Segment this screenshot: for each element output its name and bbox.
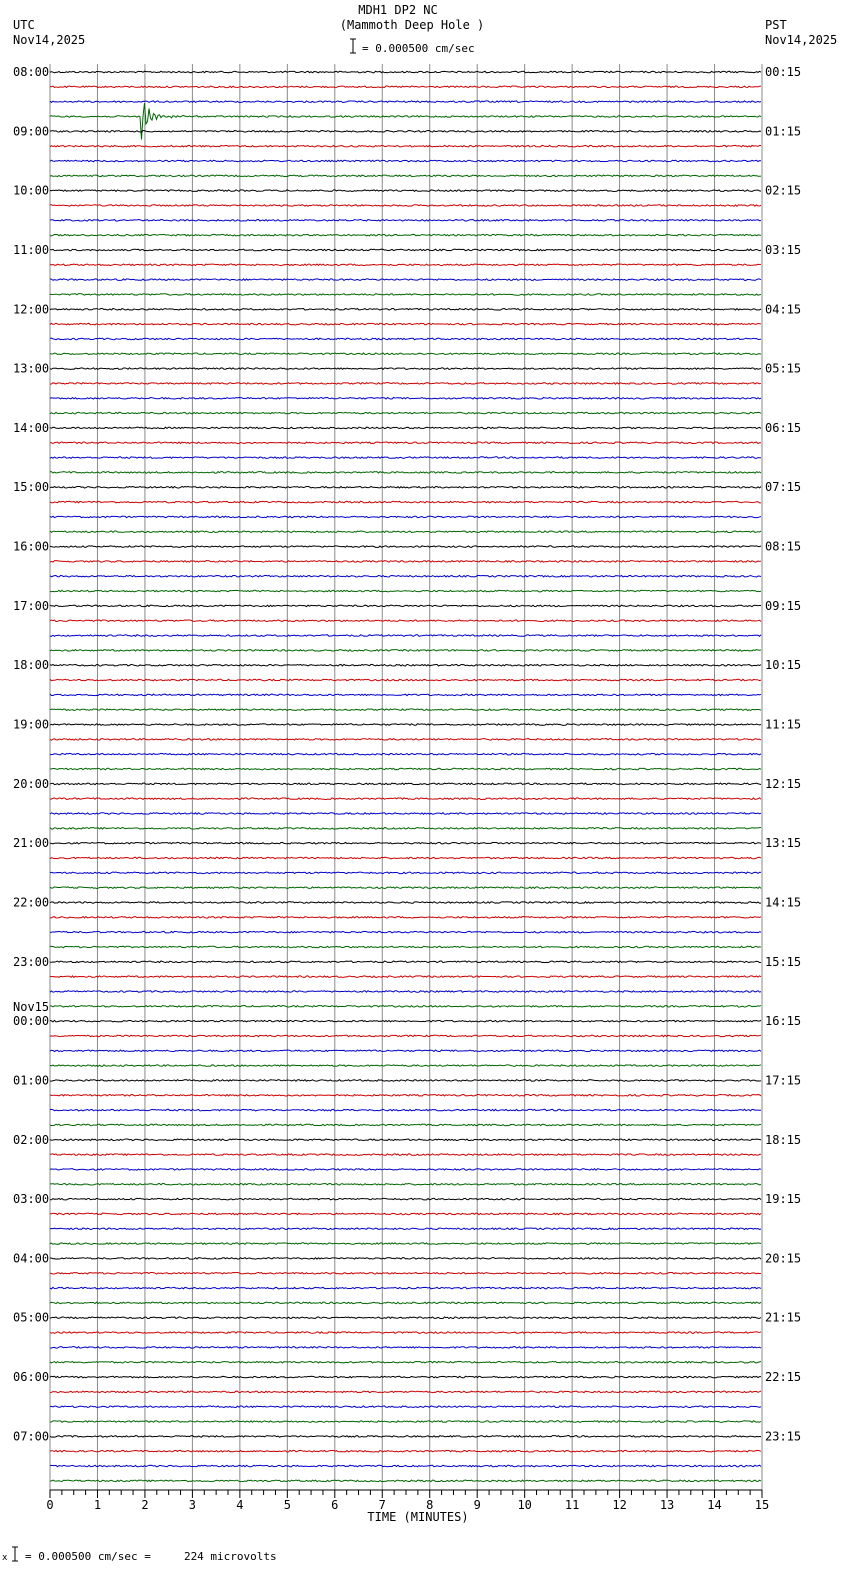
x-tick-label: 6: [331, 1498, 339, 1512]
trace-line: [50, 1243, 761, 1245]
trace-line: [50, 190, 761, 192]
trace-line: [50, 1005, 761, 1007]
x-tick-label: 1: [93, 1498, 102, 1512]
trace-line: [50, 1391, 761, 1393]
utc-hour-label: 01:00: [13, 1073, 50, 1088]
trace-line: [50, 1287, 761, 1289]
trace-line: [50, 145, 761, 147]
trace-line: [50, 1465, 761, 1467]
trace-line: [50, 753, 761, 755]
trace-line: [50, 709, 761, 711]
utc-hour-label: 06:00: [13, 1370, 50, 1385]
trace-line: [50, 1317, 761, 1319]
pst-hour-label: 15:15: [765, 954, 802, 969]
trace-line: [50, 798, 761, 800]
x-tick-label: 7: [378, 1498, 386, 1512]
right-timezone: PST: [765, 18, 787, 32]
x-axis-label: TIME (MINUTES): [367, 1510, 469, 1524]
trace-line: [50, 976, 761, 978]
trace-line: [50, 205, 761, 207]
utc-hour-label: 04:00: [13, 1251, 50, 1266]
trace-line: [50, 338, 761, 340]
utc-hour-label: 09:00: [13, 124, 50, 139]
pst-hour-label: 09:15: [765, 598, 802, 613]
trace-line: [50, 71, 761, 73]
trace-line: [50, 1436, 761, 1438]
x-tick-label: 3: [188, 1498, 197, 1512]
trace-line: [50, 101, 761, 103]
trace-line: [50, 679, 761, 681]
trace-line: [50, 946, 761, 948]
trace-line: [50, 220, 761, 222]
trace-line: [50, 1154, 761, 1156]
trace-line: [50, 175, 761, 177]
utc-hour-label: 03:00: [13, 1192, 50, 1207]
pst-hour-label: 04:15: [765, 302, 802, 317]
x-axis: [46, 1490, 769, 1512]
trace-lines: [50, 71, 761, 1481]
pst-hour-label: 19:15: [765, 1192, 802, 1207]
footer-scale-bar-icon: [12, 1547, 18, 1561]
trace-line: [50, 383, 761, 385]
trace-line: [50, 86, 761, 88]
pst-hour-label: 17:15: [765, 1073, 802, 1088]
trace-line: [50, 486, 761, 488]
trace-line: [50, 472, 761, 474]
trace-line: [50, 828, 761, 830]
trace-line: [50, 1480, 761, 1482]
right-date: Nov14,2025: [765, 33, 838, 47]
trace-line: [50, 1302, 761, 1304]
pst-hour-label: 01:15: [765, 124, 802, 139]
trace-line: [50, 1258, 761, 1260]
trace-line: [50, 664, 761, 666]
pst-hour-label: 05:15: [765, 361, 802, 376]
trace-line: [50, 1080, 761, 1082]
trace-line: [50, 427, 761, 429]
trace-line: [50, 1139, 761, 1141]
trace-line: [50, 249, 761, 251]
trace-line: [50, 1421, 761, 1423]
trace-line: [50, 575, 761, 577]
trace-line: [50, 1361, 761, 1363]
trace-line: [50, 397, 761, 399]
chart-title: MDH1 DP2 NC: [358, 3, 438, 17]
utc-hour-label: 10:00: [13, 183, 50, 198]
minute-gridlines: [50, 64, 762, 1490]
utc-hour-label: 12:00: [13, 302, 50, 317]
trace-line: [50, 887, 761, 889]
trace-line: [50, 694, 761, 696]
trace-line: [50, 368, 761, 370]
trace-line: [50, 724, 761, 726]
trace-line: [50, 1332, 761, 1334]
trace-line: [50, 501, 761, 503]
trace-line: [50, 590, 761, 592]
trace-line: [50, 1198, 761, 1200]
pst-hour-label: 13:15: [765, 836, 802, 851]
trace-line: [50, 1050, 761, 1052]
pst-hour-label: 03:15: [765, 242, 802, 257]
pst-hour-label: 22:15: [765, 1370, 802, 1385]
trace-line: [50, 160, 761, 162]
trace-line: [50, 1213, 761, 1215]
trace-line: [50, 1228, 761, 1230]
trace-line: [50, 294, 761, 296]
trace-line: [50, 546, 761, 548]
trace-line: [50, 768, 761, 770]
pst-hour-label: 21:15: [765, 1310, 802, 1325]
utc-hour-label: 13:00: [13, 361, 50, 376]
trace-line: [50, 1272, 761, 1274]
x-tick-label: 5: [283, 1498, 291, 1512]
trace-line: [50, 308, 761, 310]
utc-hour-label: 23:00: [13, 954, 50, 969]
x-tick-label: 10: [517, 1498, 532, 1512]
x-tick-label: 12: [612, 1498, 627, 1512]
utc-hour-label: 07:00: [13, 1429, 50, 1444]
pst-hour-label: 20:15: [765, 1251, 802, 1266]
x-tick-label: 4: [236, 1498, 244, 1512]
utc-hour-label: 15:00: [13, 480, 50, 495]
x-tick-label: 8: [426, 1498, 434, 1512]
utc-hour-label: 08:00: [13, 65, 50, 79]
trace-line: [50, 1124, 761, 1126]
utc-hour-label: 22:00: [13, 895, 50, 910]
trace-line: [50, 1035, 761, 1037]
trace-line: [50, 813, 761, 815]
utc-hour-label: 11:00: [13, 242, 50, 257]
pst-hour-label: 07:15: [765, 480, 802, 495]
utc-hour-label: 21:00: [13, 836, 50, 851]
trace-line: [50, 650, 761, 652]
utc-hour-label: 14:00: [13, 420, 50, 435]
trace-line: [50, 1109, 761, 1111]
x-tick-label: 0: [46, 1498, 54, 1512]
trace-line: [50, 457, 761, 459]
pst-hour-label: 18:15: [765, 1132, 802, 1147]
pst-hour-label: 12:15: [765, 776, 802, 791]
footer-marker: x: [2, 1553, 8, 1563]
x-tick-label: 14: [707, 1498, 722, 1512]
trace-line: [50, 264, 761, 266]
utc-hour-label: 20:00: [13, 776, 50, 791]
utc-hour-label: 00:00: [13, 1014, 50, 1029]
utc-hour-label: 19:00: [13, 717, 50, 732]
trace-line: [50, 1450, 761, 1452]
trace-line: [50, 561, 761, 563]
trace-line: [50, 323, 761, 325]
pst-hour-label: 06:15: [765, 420, 802, 435]
x-tick-label: 15: [754, 1498, 770, 1512]
left-date: Nov14,2025: [13, 33, 86, 47]
trace-line: [50, 991, 761, 993]
trace-line: [50, 279, 761, 281]
trace-line: [50, 1169, 761, 1171]
pst-hour-label: 10:15: [765, 658, 802, 673]
trace-line: [50, 783, 761, 785]
pst-hour-label: 08:15: [765, 539, 802, 554]
pst-hour-label: 16:15: [765, 1014, 802, 1029]
utc-hour-label: 02:00: [13, 1132, 50, 1147]
pst-hour-label: 23:15: [765, 1429, 802, 1444]
trace-line: [50, 739, 761, 741]
trace-line: [50, 353, 761, 355]
trace-line: [50, 1347, 761, 1349]
trace-line: [50, 412, 761, 414]
trace-line: [50, 842, 761, 844]
trace-line: [50, 1376, 761, 1378]
utc-date-change-label: Nov15: [13, 1000, 50, 1015]
trace-line: [50, 902, 761, 904]
trace-line: [50, 931, 761, 933]
x-tick-label: 9: [473, 1498, 481, 1512]
trace-line: [50, 635, 761, 637]
trace-line: [50, 961, 761, 963]
trace-line: [50, 1094, 761, 1096]
pst-hour-label: 00:15: [765, 65, 802, 79]
utc-hour-label: 18:00: [13, 658, 50, 673]
trace-line: [50, 1020, 761, 1022]
utc-hour-label: 05:00: [13, 1310, 50, 1325]
trace-line: [50, 605, 761, 607]
trace-line: [50, 620, 761, 622]
utc-hour-label: 17:00: [13, 598, 50, 613]
trace-line: [50, 1406, 761, 1408]
trace-line: [50, 234, 761, 236]
trace-line: [50, 516, 761, 518]
trace-line: [50, 131, 761, 133]
trace-line: [50, 1183, 761, 1185]
x-tick-label: 2: [141, 1498, 149, 1512]
trace-line: [50, 531, 761, 533]
trace-line: [50, 872, 761, 874]
utc-hour-label: 16:00: [13, 539, 50, 554]
trace-line: [50, 857, 761, 859]
left-timezone: UTC: [13, 18, 35, 32]
scale-text: = 0.000500 cm/sec: [362, 42, 475, 55]
trace-line: [50, 103, 761, 139]
pst-hour-label: 02:15: [765, 183, 802, 198]
x-tick-label: 13: [659, 1498, 675, 1512]
trace-line: [50, 917, 761, 919]
trace-line: [50, 442, 761, 444]
station-name: (Mammoth Deep Hole ): [339, 18, 485, 32]
pst-hour-label: 11:15: [765, 717, 802, 732]
x-tick-label: 11: [564, 1498, 580, 1512]
pst-hour-label: 14:15: [765, 895, 802, 910]
scale-bar-icon: [350, 39, 356, 53]
trace-line: [50, 1065, 761, 1067]
footer-scale-note: = 0.000500 cm/sec = 224 microvolts: [25, 1550, 277, 1563]
